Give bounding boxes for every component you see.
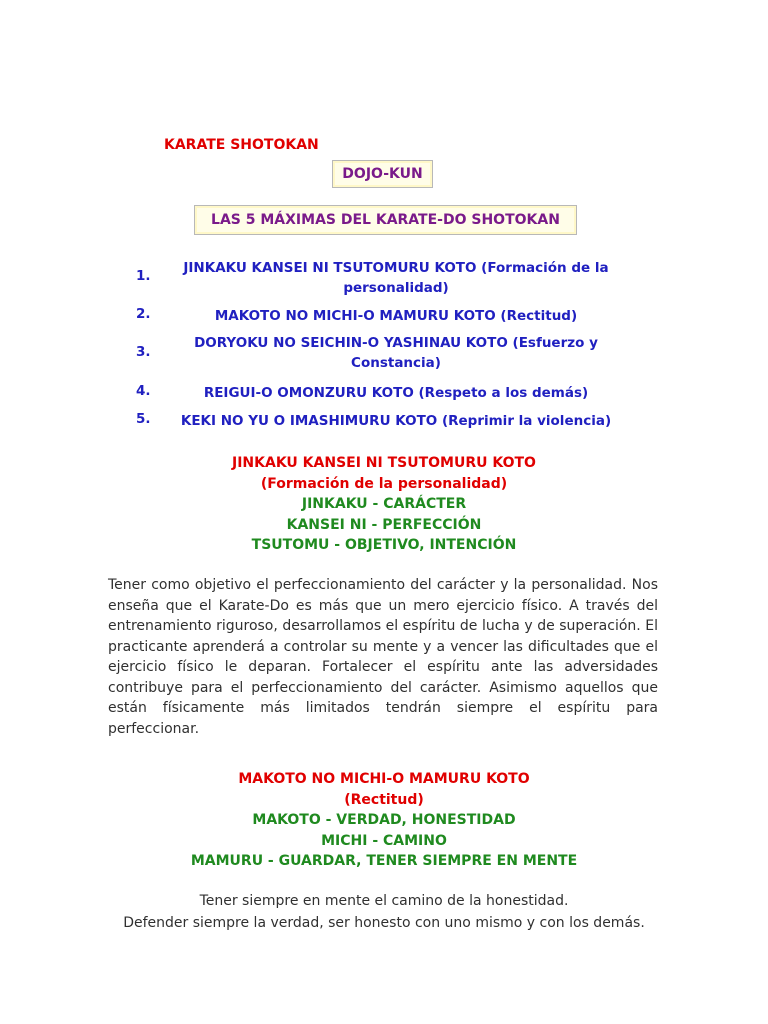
list-item — [166, 383, 626, 403]
section-makoto — [100, 769, 668, 872]
paragraph-line: Tener siempre en mente el camino de la honestidad. — [199, 893, 569, 909]
definition-line: MAKOTO - VERDAD, HONESTIDAD — [252, 812, 516, 828]
list-item — [166, 333, 626, 373]
section-subtitle: (Formación de la personalidad) — [260, 475, 508, 492]
list-item-line: DORYOKU NO SEICHIN-O YASHINAU KOTO (Esfuerzo y — [194, 335, 598, 351]
list-item — [166, 258, 626, 298]
definition-line: MICHI - CAMINO — [321, 832, 447, 849]
list-item-line: personalidad) — [343, 280, 449, 296]
section-jinkaku — [100, 453, 668, 556]
section-paragraph: Tener como objetivo el perfeccionamiento del carácter y la personalidad. Nos enseña que el Karate-Do es más que un mero ejercicio físico. A través del entrenamiento riguroso, desarrollamos el espíritu de lucha y de superación. El practicante aprenderá a controlar su mente y a vencer las dificultades que el ejercicio físico le deparan. Fortalecer el espíritu ante las adversidades contribuye para el perfeccionamiento del carácter. Asimismo aquellos que están físicamente más limitados tendrán siempre el espíritu para perfeccionar. — [108, 577, 658, 737]
list-item-line: KEKI NO YU O IMASHIMURU KOTO (Reprimir la violencia) — [180, 413, 612, 429]
list-item-line: REIGUI-O OMONZURU KOTO (Respeto a los demás) — [203, 385, 589, 401]
definition-line: KANSEI NI - PERFECCIÓN — [286, 516, 482, 533]
section-paragraph — [100, 890, 668, 934]
definition-line: JINKAKU - CARÁCTER — [301, 496, 467, 512]
list-item — [166, 306, 626, 326]
maximas-box: LAS 5 MÁXIMAS DEL KARATE-DO SHOTOKAN — [194, 205, 577, 235]
document-title: KARATE SHOTOKAN — [164, 137, 319, 153]
section-heading: MAKOTO NO MICHI-O MAMURU KOTO — [238, 771, 530, 787]
definition-line: MAMURU - GUARDAR, TENER SIEMPRE EN MENTE — [190, 853, 578, 869]
section-subtitle: (Rectitud) — [344, 791, 424, 808]
list-item-line: Constancia) — [351, 355, 441, 371]
list-number: 4. — [136, 383, 151, 399]
section-heading: JINKAKU KANSEI NI TSUTOMURU KOTO — [232, 455, 536, 471]
list-number: 2. — [136, 306, 151, 322]
paragraph-line: Defender siempre la verdad, ser honesto con uno mismo y con los demás. — [123, 915, 645, 931]
list-item-line: MAKOTO NO MICHI-O MAMURU KOTO (Rectitud) — [214, 308, 578, 324]
list-item — [166, 411, 626, 431]
list-number: 5. — [136, 411, 151, 427]
list-number: 1. — [136, 268, 151, 284]
list-number: 3. — [136, 344, 151, 360]
definition-line: TSUTOMU - OBJETIVO, INTENCIÓN — [251, 537, 517, 553]
dojo-kun-box: DOJO-KUN — [332, 160, 433, 188]
list-item-line: JINKAKU KANSEI NI TSUTOMURU KOTO (Formación de la — [183, 260, 609, 276]
